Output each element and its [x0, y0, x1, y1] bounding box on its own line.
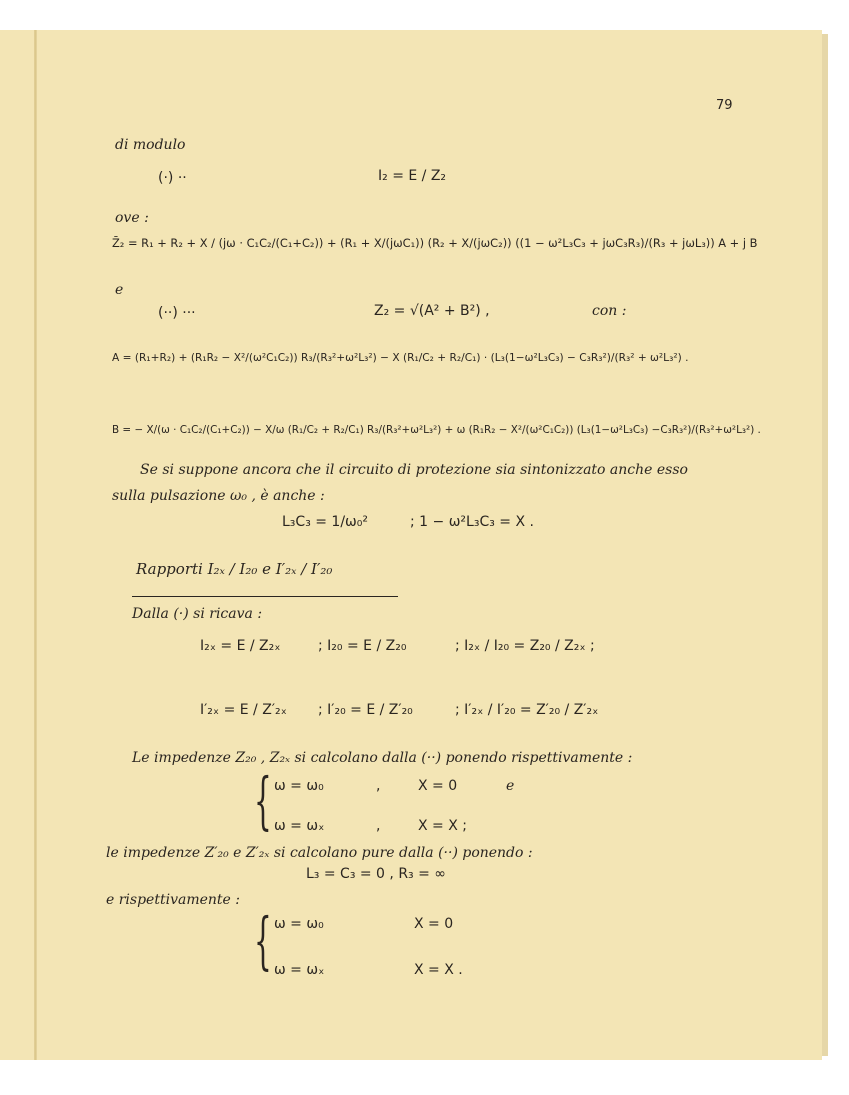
equation-label: (··) ··· — [158, 305, 196, 321]
text-line: e — [506, 778, 515, 794]
text-line: Se si suppone ancora che il circuito di protezione sia sintonizzato anche esso — [140, 462, 688, 478]
paper-edge — [822, 34, 828, 1056]
equation: Z₂ = √(A² + B²) , — [374, 303, 490, 319]
text-line: e — [115, 282, 124, 298]
equation: ω = ω₀ — [274, 778, 324, 794]
equation: Z̄₂ = R₁ + R₂ + X / (jω · C₁C₂/(C₁+C₂)) + (R₁ + X/(jωC₁)) (R₂ + X/(jωC₂)) ((1 − ω²L₃C₃ + jωC₃R₃)/(R₃ + jωL₃)) A + j B — [112, 236, 758, 250]
equation-label: (·) ·· — [158, 170, 187, 186]
equation: , — [376, 818, 381, 834]
equation: ω = ωₓ — [274, 962, 325, 978]
equation: X = X . — [414, 962, 463, 978]
text-line: sulla pulsazione ω₀ , è anche : — [112, 488, 325, 504]
text-line: di modulo — [115, 137, 186, 153]
equation: L₃ = C₃ = 0 , R₃ = ∞ — [306, 866, 446, 882]
equation: A = (R₁+R₂) + (R₁R₂ − X²/(ω²C₁C₂)) R₃/(R₃²+ω²L₃²) − X (R₁/C₂ + R₂/C₁) · (L₃(1−ω²L₃C₃) − C₃R₃²)/(R₃² + ω²L₃²) . — [112, 352, 689, 364]
text-line: Le impedenze Z₂₀ , Z₂ₓ si calcolano dalla (··) ponendo rispettivamente : — [132, 750, 633, 766]
left-brace: { — [254, 904, 272, 977]
equation: I₂ₓ = E / Z₂ₓ — [200, 638, 281, 654]
equation: ; I₂₀ = E / Z₂₀ — [318, 638, 407, 654]
equation: ω = ωₓ — [274, 818, 325, 834]
equation: L₃C₃ = 1/ω₀² — [282, 514, 369, 530]
equation: ; I′₂ₓ / I′₂₀ = Z′₂₀ / Z′₂ₓ — [455, 702, 599, 718]
page-fold — [34, 30, 37, 1060]
equation: ; 1 − ω²L₃C₃ = X . — [410, 514, 534, 530]
text-line: e rispettivamente : — [106, 892, 240, 908]
text-line: le impedenze Z′₂₀ e Z′₂ₓ si calcolano pure dalla (··) ponendo : — [106, 845, 533, 861]
equation: ω = ω₀ — [274, 916, 324, 932]
text-line: Dalla (·) si ricava : — [132, 606, 263, 622]
equation: I′₂ₓ = E / Z′₂ₓ — [200, 702, 287, 718]
equation: , — [376, 778, 381, 794]
page-number: 79 — [716, 98, 733, 113]
equation: ; I₂ₓ / I₂₀ = Z₂₀ / Z₂ₓ ; — [455, 638, 595, 654]
equation: ; I′₂₀ = E / Z′₂₀ — [318, 702, 413, 718]
heading-rule — [132, 596, 398, 597]
section-heading: Rapporti I₂ₓ / I₂₀ e I′₂ₓ / I′₂₀ — [136, 560, 333, 578]
equation: X = 0 — [418, 778, 458, 794]
text-line: con : — [592, 303, 627, 319]
equation: X = 0 — [414, 916, 454, 932]
text-line: ove : — [115, 210, 149, 226]
equation: X = X ; — [418, 818, 467, 834]
equation: B = − X/(ω · C₁C₂/(C₁+C₂)) − X/ω (R₁/C₂ + R₂/C₁) R₃/(R₃²+ω²L₃²) + ω (R₁R₂ − X²/(ω²C₁C₂)) (L₃(1−ω²L₃C₃) −C₃R₃²)/(R₃²+ω²L₃²) . — [112, 424, 761, 436]
left-brace: { — [254, 764, 272, 837]
equation: I₂ = E / Z₂ — [378, 168, 447, 184]
